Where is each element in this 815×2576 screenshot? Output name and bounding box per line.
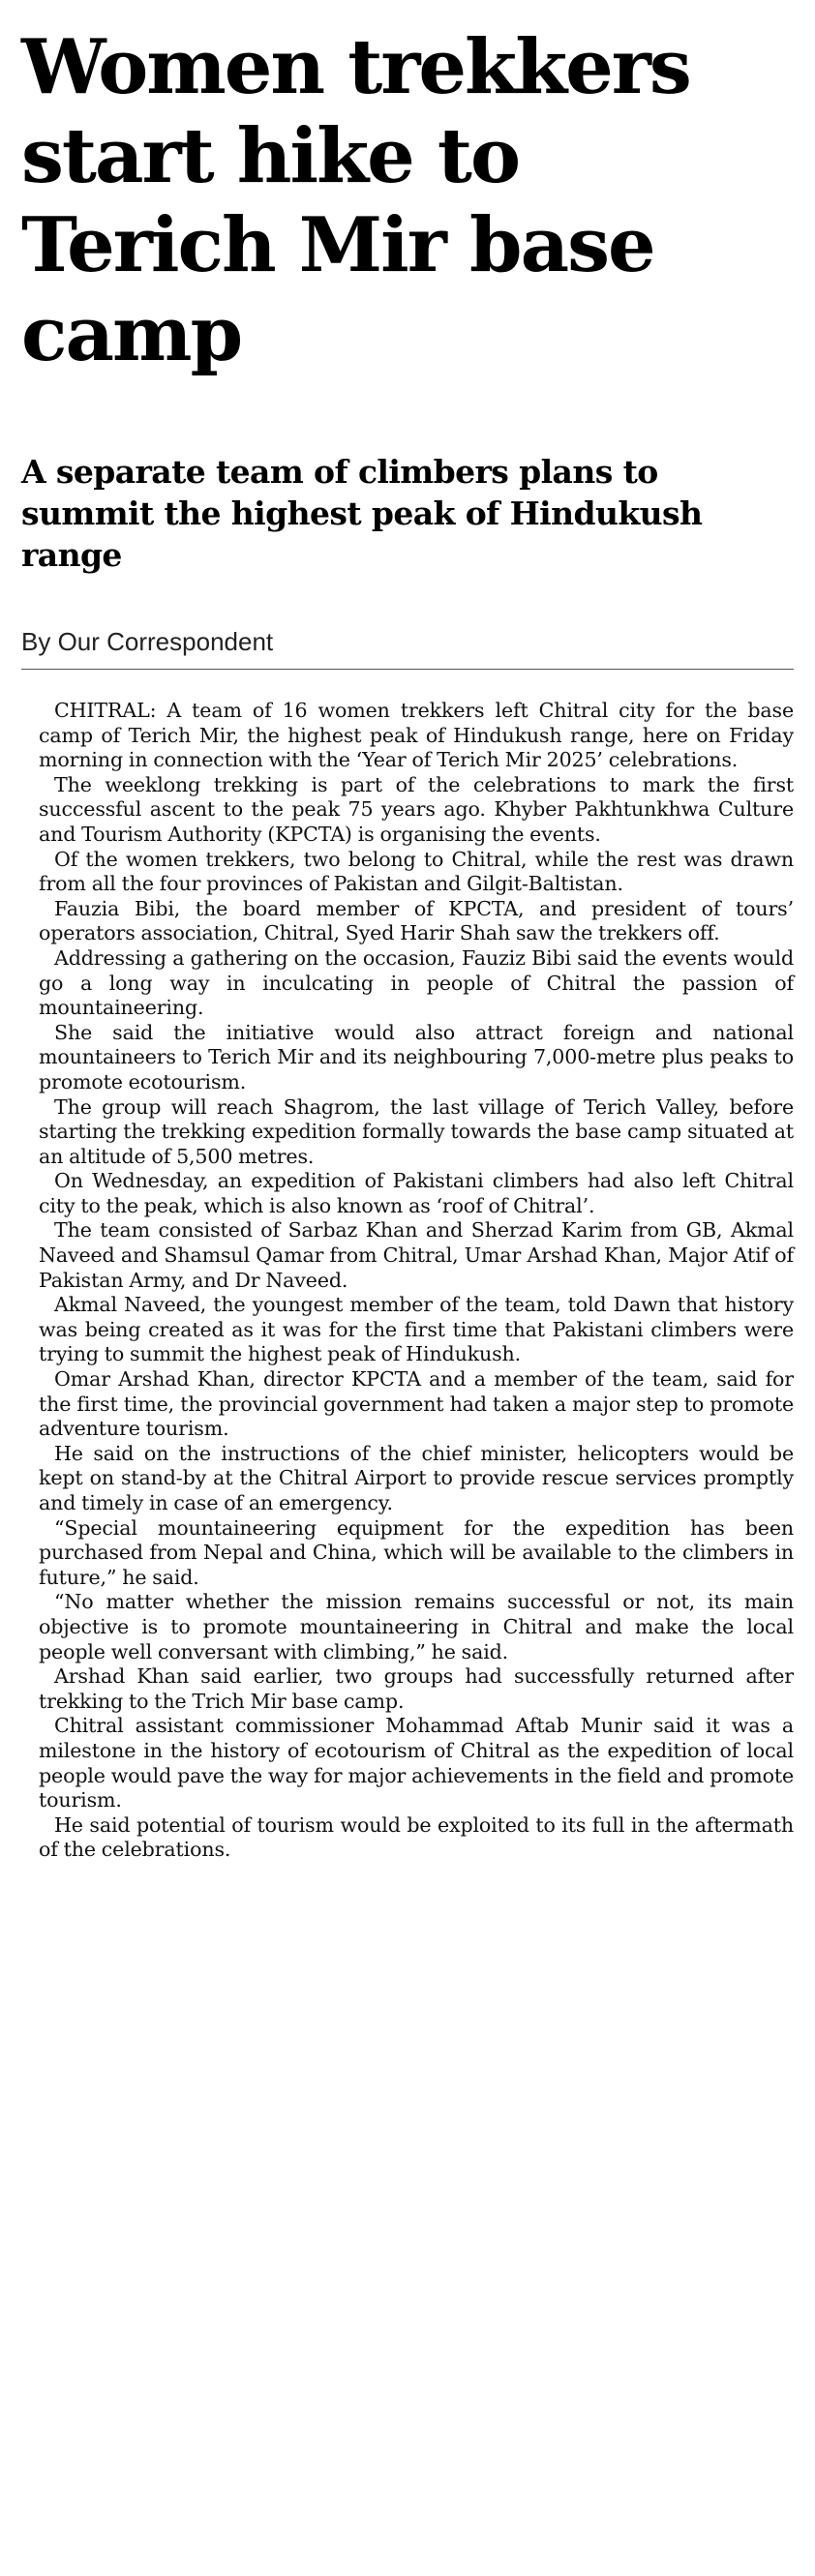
paragraph: He said potential of tourism would be exploited to its full in the aftermath of the celebrations. — [39, 1812, 794, 1862]
paragraph: The team consisted of Sarbaz Khan and Sherzad Karim from GB, Akmal Naveed and Shamsul Qamar from Chitral, Umar Arshad Khan, Major Atif of Pakistan Army, and Dr Naveed. — [39, 1218, 794, 1292]
paragraph: Chitral assistant commissioner Mohammad Aftab Munir said it was a milestone in the history of ecotourism of Chitral as the expedition of local people would pave the way for major achievements in the field and promote tourism. — [39, 1714, 794, 1812]
paragraph: Of the women trekkers, two belong to Chitral, while the rest was drawn from all the four provinces of Pakistan and Gilgit-Baltistan. — [39, 847, 794, 896]
subheadline: A separate team of climbers plans to summit the highest peak of Hindukush range — [21, 453, 703, 574]
paragraph: She said the initiative would also attract foreign and national mountaineers to Terich Mir and its neighbouring 7,000-metre plus peaks to promote ecotourism. — [39, 1020, 794, 1093]
paragraph: Omar Arshad Khan, director KPCTA and a member of the team, said for the first time, the provincial government had taken a major step to promote adventure tourism. — [39, 1367, 794, 1441]
headline: Women trekkers start hike to Terich Mir base camp — [21, 23, 690, 378]
paragraph: “No matter whether the mission remains successful or not, its main objective is to promote mountaineering in Chitral and make the local people well conversant with climbing,” he said. — [39, 1590, 794, 1663]
byline: By Our Correspondent — [21, 626, 794, 670]
paragraph: The weeklong trekking is part of the celebrations to mark the first successful ascent to the peak 75 years ago. Khyber Pakhtunkhwa Culture and Tourism Authority (KPCTA) is organising the events. — [39, 772, 794, 846]
paragraph: On Wednesday, an expedition of Pakistani climbers had also left Chitral city to the peak, which is also known as ‘roof of Chitral’. — [39, 1169, 794, 1217]
paragraph: Addressing a gathering on the occasion, Fauziz Bibi said the events would go a long way in inculcating in people of Chitral the passion of mountaineering. — [39, 945, 794, 1020]
paragraph: He said on the instructions of the chief minister, helicopters would be kept on stand-by at the Chitral Airport to provide rescue services promptly and timely in case of an emergency. — [39, 1441, 794, 1514]
news-article — [21, 23, 794, 1863]
paragraph: CHITRAL: A team of 16 women trekkers left Chitral city for the base camp of Terich Mir, the highest peak of Hindukush range, here on Friday morning in connection with the ‘Year of Terich Mir 2025’ celebrations. — [39, 699, 794, 772]
article-body — [21, 699, 794, 1863]
paragraph: Akmal Naveed, the youngest member of the team, told Dawn that history was being created as it was for the first time that Pakistani climbers were trying to summit the highest peak of Hindukush. — [39, 1293, 794, 1366]
paragraph: Arshad Khan said earlier, two groups had successfully returned after trekking to the Trich Mir base camp. — [39, 1664, 794, 1713]
paragraph: The group will reach Shagrom, the last village of Terich Valley, before starting the trekking expedition formally towards the base camp situated at an altitude of 5,500 metres. — [39, 1094, 794, 1168]
paragraph: Fauzia Bibi, the board member of KPCTA, and president of tours’ operators association, Chitral, Syed Harir Shah saw the trekkers off. — [39, 896, 794, 945]
paragraph: “Special mountaineering equipment for the expedition has been purchased from Nepal and China, which will be available to the climbers in future,” he said. — [39, 1515, 794, 1589]
